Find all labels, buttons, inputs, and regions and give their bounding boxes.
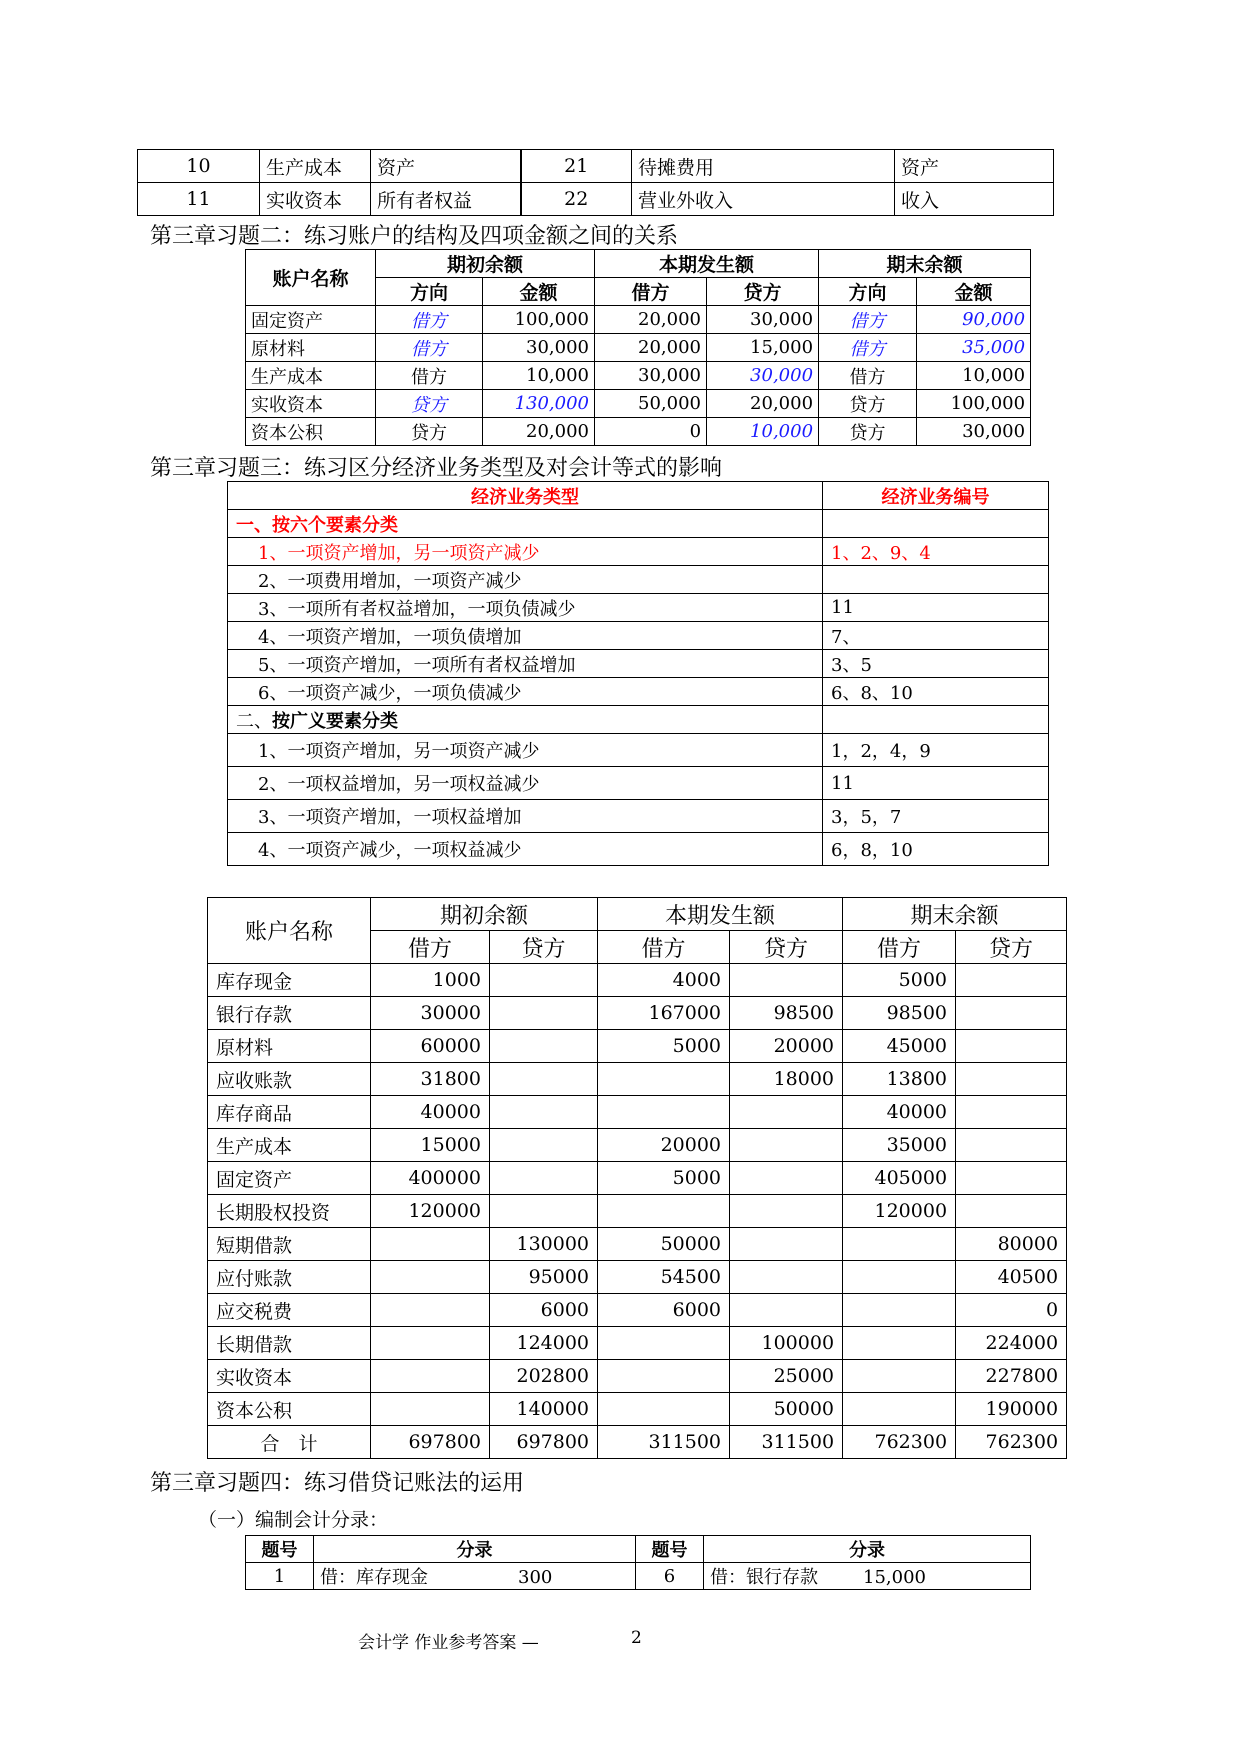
closing-credit: 80000	[956, 1228, 1067, 1261]
transaction-no: 1、2、9、4	[823, 538, 1049, 566]
account-name: 银行存款	[208, 997, 371, 1030]
account-name: 实收资本	[246, 390, 376, 418]
table-row	[208, 1393, 1067, 1426]
header-direction: 方向	[819, 278, 917, 306]
credit-amount: 50000	[730, 1393, 843, 1426]
closing-credit	[956, 1129, 1067, 1162]
section-title: 第三章习题三：练习区分经济业务类型及对会计等式的影响	[150, 456, 723, 481]
opening-debit: 31800	[371, 1063, 490, 1096]
closing-credit	[956, 964, 1067, 997]
closing-credit: 224000	[956, 1327, 1067, 1360]
journal-entry	[314, 1563, 636, 1590]
table-row	[138, 183, 1054, 216]
header-row	[246, 1536, 1031, 1563]
opening-direction: 贷方	[376, 418, 483, 446]
transaction-type: 4、一项资产减少，一项权益减少	[228, 833, 823, 866]
table-row	[228, 566, 1049, 594]
closing-debit	[843, 1393, 956, 1426]
total-debit: 311500	[598, 1426, 730, 1459]
closing-direction: 借方	[819, 306, 917, 334]
opening-credit	[490, 1129, 598, 1162]
debit-amount	[598, 1327, 730, 1360]
total-closing-credit: 762300	[956, 1426, 1067, 1459]
account-category: 资产	[371, 150, 521, 183]
account-structure-table	[245, 249, 1031, 446]
transaction-no: 1，2，4，9	[823, 734, 1049, 767]
total-opening-debit: 697800	[371, 1426, 490, 1459]
header-credit: 贷方	[730, 931, 843, 964]
closing-amount: 10,000	[917, 362, 1031, 390]
table-row	[228, 622, 1049, 650]
opening-credit	[490, 1162, 598, 1195]
header-account-name: 账户名称	[246, 250, 376, 306]
account-name: 营业外收入	[632, 183, 895, 216]
section-title: 第三章习题四：练习借贷记账法的运用	[150, 1471, 525, 1496]
opening-debit: 120000	[371, 1195, 490, 1228]
table-row	[138, 150, 1054, 183]
account-name: 应收账款	[208, 1063, 371, 1096]
opening-credit	[490, 964, 598, 997]
table-row	[228, 800, 1049, 833]
debit-amount	[598, 1393, 730, 1426]
header-credit: 贷方	[707, 278, 819, 306]
empty-cell	[823, 706, 1049, 734]
table-row	[208, 1360, 1067, 1393]
table-row	[246, 334, 1031, 362]
account-name: 长期股权投资	[208, 1195, 371, 1228]
header-question-no: 题号	[636, 1536, 704, 1563]
credit-amount: 15,000	[707, 334, 819, 362]
trial-balance-body	[208, 964, 1067, 1426]
opening-direction: 借方	[376, 362, 483, 390]
table-row	[208, 1096, 1067, 1129]
debit-amount	[598, 1096, 730, 1129]
total-closing-debit: 762300	[843, 1426, 956, 1459]
transaction-no: 6、8、10	[823, 678, 1049, 706]
debit-amount	[598, 1195, 730, 1228]
opening-amount: 10,000	[483, 362, 595, 390]
opening-debit: 1000	[371, 964, 490, 997]
account-name: 生产成本	[260, 150, 371, 183]
debit-amount: 4000	[598, 964, 730, 997]
opening-amount: 20,000	[483, 418, 595, 446]
table-row	[246, 418, 1031, 446]
closing-direction: 借方	[819, 362, 917, 390]
transaction-type: 4、一项资产增加，一项负债增加	[228, 622, 823, 650]
credit-amount: 25000	[730, 1360, 843, 1393]
header-transaction-no: 经济业务编号	[823, 482, 1049, 510]
account-category: 收入	[895, 183, 1054, 216]
closing-credit	[956, 1195, 1067, 1228]
closing-debit: 35000	[843, 1129, 956, 1162]
header-row	[208, 898, 1067, 931]
transaction-type: 2、一项权益增加，另一项权益减少	[228, 767, 823, 800]
header-account-name: 账户名称	[208, 898, 371, 964]
account-name: 资本公积	[246, 418, 376, 446]
table-row	[228, 678, 1049, 706]
page-number: 2	[631, 1628, 642, 1648]
credit-amount: 20000	[730, 1030, 843, 1063]
table-row	[208, 1129, 1067, 1162]
entry-amount: 15,000	[863, 1567, 926, 1588]
account-no: 22	[521, 183, 632, 216]
closing-debit: 45000	[843, 1030, 956, 1063]
account-name: 实收资本	[260, 183, 371, 216]
closing-credit	[956, 997, 1067, 1030]
closing-debit	[843, 1228, 956, 1261]
transaction-type: 6、一项资产减少，一项负债减少	[228, 678, 823, 706]
table-row	[228, 734, 1049, 767]
credit-amount	[730, 1228, 843, 1261]
opening-direction: 贷方	[376, 390, 483, 418]
account-name: 库存现金	[208, 964, 371, 997]
table-row	[208, 1294, 1067, 1327]
group-label	[228, 706, 823, 734]
account-name: 实收资本	[208, 1360, 371, 1393]
opening-debit	[371, 1294, 490, 1327]
opening-direction: 借方	[376, 306, 483, 334]
account-name: 原材料	[246, 334, 376, 362]
closing-debit: 98500	[843, 997, 956, 1030]
section-title: 第三章习题二：练习账户的结构及四项金额之间的关系	[150, 224, 679, 249]
account-name: 固定资产	[246, 306, 376, 334]
opening-credit: 202800	[490, 1360, 598, 1393]
closing-direction: 贷方	[819, 390, 917, 418]
account-no: 10	[138, 150, 260, 183]
debit-amount: 50,000	[595, 390, 707, 418]
opening-credit: 130000	[490, 1228, 598, 1261]
credit-amount	[730, 1195, 843, 1228]
account-name: 短期借款	[208, 1228, 371, 1261]
opening-credit	[490, 1096, 598, 1129]
credit-amount: 30,000	[707, 362, 819, 390]
opening-debit	[371, 1360, 490, 1393]
closing-debit: 13800	[843, 1063, 956, 1096]
credit-amount: 18000	[730, 1063, 843, 1096]
total-opening-credit: 697800	[490, 1426, 598, 1459]
debit-amount: 20,000	[595, 306, 707, 334]
table-row	[208, 1162, 1067, 1195]
header-question-no: 题号	[246, 1536, 314, 1563]
credit-amount: 30,000	[707, 306, 819, 334]
debit-amount: 5000	[598, 1162, 730, 1195]
account-no: 21	[521, 150, 632, 183]
header-closing-balance: 期末余额	[843, 898, 1067, 931]
header-debit: 借方	[843, 931, 956, 964]
closing-credit	[956, 1030, 1067, 1063]
header-row	[228, 482, 1049, 510]
credit-amount	[730, 1162, 843, 1195]
closing-amount: 90,000	[917, 306, 1031, 334]
transaction-type: 5、一项资产增加，一项所有者权益增加	[228, 650, 823, 678]
account-no: 11	[138, 183, 260, 216]
closing-amount: 30,000	[917, 418, 1031, 446]
header-amount: 金额	[483, 278, 595, 306]
credit-amount	[730, 1294, 843, 1327]
transaction-type-table	[227, 481, 1049, 866]
closing-credit: 40500	[956, 1261, 1067, 1294]
table-row	[246, 390, 1031, 418]
opening-credit: 140000	[490, 1393, 598, 1426]
question-no: 1	[246, 1563, 314, 1590]
header-credit: 贷方	[956, 931, 1067, 964]
closing-credit	[956, 1162, 1067, 1195]
closing-debit	[843, 1294, 956, 1327]
closing-debit	[843, 1327, 956, 1360]
total-row	[208, 1426, 1067, 1459]
closing-amount: 100,000	[917, 390, 1031, 418]
credit-amount: 100000	[730, 1327, 843, 1360]
credit-amount: 10,000	[707, 418, 819, 446]
debit-amount: 20000	[598, 1129, 730, 1162]
opening-amount: 100,000	[483, 306, 595, 334]
empty-cell	[823, 510, 1049, 538]
account-category: 所有者权益	[371, 183, 521, 216]
account-name: 生产成本	[246, 362, 376, 390]
account-classification-table	[137, 149, 1054, 216]
closing-credit: 0	[956, 1294, 1067, 1327]
table-row	[228, 767, 1049, 800]
closing-debit	[843, 1261, 956, 1294]
table-row	[246, 306, 1031, 334]
table-row	[228, 538, 1049, 566]
transaction-no: 6，8，10	[823, 833, 1049, 866]
closing-credit	[956, 1063, 1067, 1096]
closing-direction: 贷方	[819, 418, 917, 446]
debit-amount: 30,000	[595, 362, 707, 390]
opening-credit: 6000	[490, 1294, 598, 1327]
opening-credit	[490, 1063, 598, 1096]
opening-credit	[490, 1030, 598, 1063]
closing-credit: 227800	[956, 1360, 1067, 1393]
closing-credit: 190000	[956, 1393, 1067, 1426]
debit-amount	[598, 1360, 730, 1393]
closing-debit: 120000	[843, 1195, 956, 1228]
transaction-no	[823, 566, 1049, 594]
debit-amount: 20,000	[595, 334, 707, 362]
table-row	[208, 964, 1067, 997]
table-row	[246, 1563, 1031, 1590]
closing-amount: 35,000	[917, 334, 1031, 362]
group-row	[228, 510, 1049, 538]
header-opening-balance: 期初余额	[376, 250, 595, 278]
closing-credit	[956, 1096, 1067, 1129]
account-name: 原材料	[208, 1030, 371, 1063]
transaction-no: 3，5，7	[823, 800, 1049, 833]
account-name: 固定资产	[208, 1162, 371, 1195]
header-row	[246, 250, 1031, 278]
total-label: 合 计	[208, 1426, 371, 1459]
journal-entry	[704, 1563, 1031, 1590]
transaction-type: 3、一项资产增加，一项权益增加	[228, 800, 823, 833]
closing-debit: 40000	[843, 1096, 956, 1129]
debit-amount: 6000	[598, 1294, 730, 1327]
transaction-no: 11	[823, 594, 1049, 622]
page-footer: 会计学 作业参考答案 —	[358, 1633, 539, 1653]
group-label: 一、按六个要素分类	[228, 510, 823, 538]
credit-amount	[730, 964, 843, 997]
debit-amount: 167000	[598, 997, 730, 1030]
table-row	[228, 594, 1049, 622]
trial-balance-table	[207, 897, 1067, 1459]
credit-amount: 20,000	[707, 390, 819, 418]
header-transaction-type: 经济业务类型	[228, 482, 823, 510]
transaction-no: 3、5	[823, 650, 1049, 678]
group-text: 按广义要素分类	[272, 710, 398, 732]
header-closing-balance: 期末余额	[819, 250, 1031, 278]
opening-credit: 124000	[490, 1327, 598, 1360]
opening-debit	[371, 1261, 490, 1294]
debit-amount	[598, 1063, 730, 1096]
transaction-no: 7、	[823, 622, 1049, 650]
opening-debit: 40000	[371, 1096, 490, 1129]
account-name: 资本公积	[208, 1393, 371, 1426]
question-no: 6	[636, 1563, 704, 1590]
table-row	[208, 1063, 1067, 1096]
table-row	[208, 1261, 1067, 1294]
transaction-type: 1、一项资产增加，另一项资产减少	[228, 538, 823, 566]
header-entry: 分录	[704, 1536, 1031, 1563]
header-direction: 方向	[376, 278, 483, 306]
closing-direction: 借方	[819, 334, 917, 362]
closing-debit: 5000	[843, 964, 956, 997]
transaction-type: 2、一项费用增加，一项资产减少	[228, 566, 823, 594]
credit-amount	[730, 1096, 843, 1129]
table-row	[228, 650, 1049, 678]
closing-debit: 405000	[843, 1162, 956, 1195]
credit-amount	[730, 1261, 843, 1294]
debit-amount: 0	[595, 418, 707, 446]
opening-debit: 30000	[371, 997, 490, 1030]
opening-debit	[371, 1228, 490, 1261]
table-row	[246, 362, 1031, 390]
table-row	[228, 833, 1049, 866]
header-credit: 贷方	[490, 931, 598, 964]
header-opening-balance: 期初余额	[371, 898, 598, 931]
header-period-amount: 本期发生额	[595, 250, 819, 278]
opening-debit: 60000	[371, 1030, 490, 1063]
header-entry: 分录	[314, 1536, 636, 1563]
account-name: 库存商品	[208, 1096, 371, 1129]
section-subtitle: （一）编制会计分录：	[198, 1509, 389, 1531]
header-period-amount: 本期发生额	[598, 898, 843, 931]
table-row	[208, 1327, 1067, 1360]
opening-debit: 400000	[371, 1162, 490, 1195]
transaction-no: 11	[823, 767, 1049, 800]
entry-label: 借：库存现金	[320, 1567, 428, 1588]
entry-amount: 300	[518, 1567, 553, 1588]
credit-amount	[730, 1129, 843, 1162]
table-row	[208, 1195, 1067, 1228]
opening-credit	[490, 1195, 598, 1228]
header-debit: 借方	[595, 278, 707, 306]
debit-amount: 50000	[598, 1228, 730, 1261]
credit-amount: 98500	[730, 997, 843, 1030]
debit-amount: 54500	[598, 1261, 730, 1294]
account-name: 应付账款	[208, 1261, 371, 1294]
account-name: 长期借款	[208, 1327, 371, 1360]
opening-direction: 借方	[376, 334, 483, 362]
account-name: 生产成本	[208, 1129, 371, 1162]
opening-amount: 130,000	[483, 390, 595, 418]
opening-debit	[371, 1327, 490, 1360]
group-number: 二、	[236, 710, 272, 732]
debit-amount: 5000	[598, 1030, 730, 1063]
opening-credit: 95000	[490, 1261, 598, 1294]
closing-debit	[843, 1360, 956, 1393]
total-credit: 311500	[730, 1426, 843, 1459]
journal-entry-table	[245, 1535, 1031, 1590]
opening-credit	[490, 997, 598, 1030]
account-name: 待摊费用	[632, 150, 895, 183]
table-row	[208, 997, 1067, 1030]
opening-debit	[371, 1393, 490, 1426]
opening-amount: 30,000	[483, 334, 595, 362]
header-debit: 借方	[371, 931, 490, 964]
account-name: 应交税费	[208, 1294, 371, 1327]
table-row	[208, 1030, 1067, 1063]
transaction-type: 1、一项资产增加，另一项资产减少	[228, 734, 823, 767]
group-row	[228, 706, 1049, 734]
transaction-type: 3、一项所有者权益增加，一项负债减少	[228, 594, 823, 622]
header-amount: 金额	[917, 278, 1031, 306]
account-category: 资产	[895, 150, 1054, 183]
table-row	[208, 1228, 1067, 1261]
opening-debit: 15000	[371, 1129, 490, 1162]
header-debit: 借方	[598, 931, 730, 964]
entry-label: 借：银行存款	[710, 1567, 818, 1588]
